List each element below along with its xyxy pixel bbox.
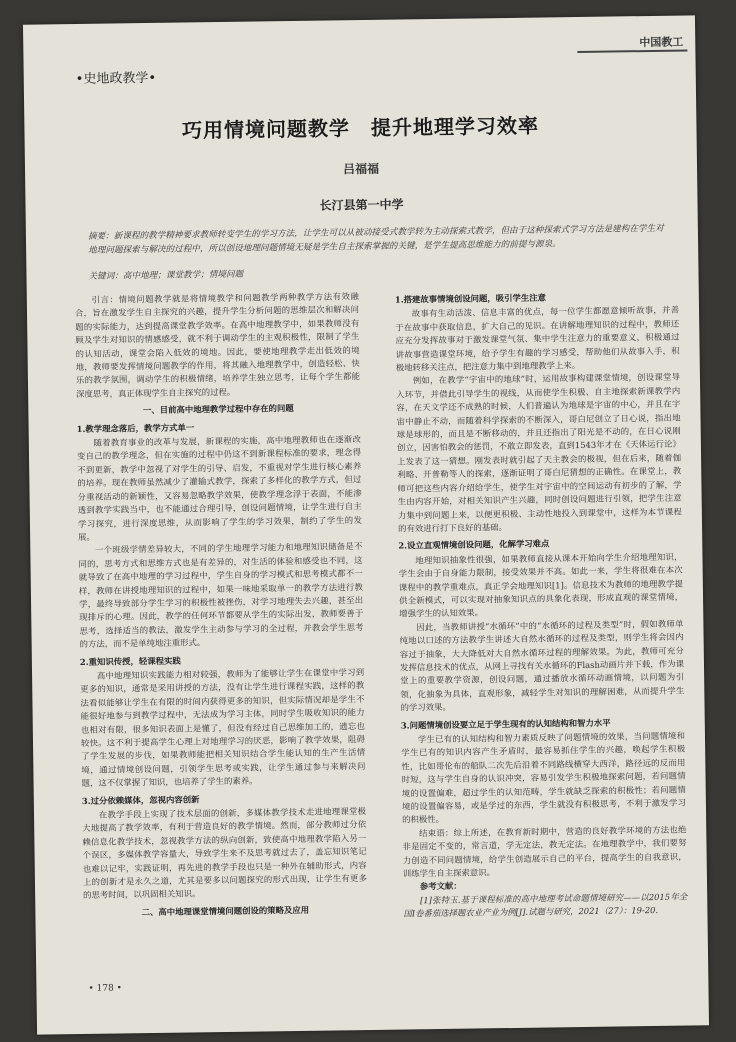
section-heading: 二、高中地理课堂情境问题创设的策略及应用 xyxy=(141,904,310,918)
body-paragraph: 地理知识抽象性很强，如果教师直接从课本开始向学生介绍地理知识，学生会由于自身能力限制，接受效果并不高。如此一来，学生将很难在本次课程中的教学重难点，真正学会地理知识[1]。信息技术为教师的地理教学提供全新模式，可以实现对抽象知识点的具象化表现，形成直观的课堂情境，增强学生的认知效果。 xyxy=(398,551,684,619)
body-paragraph: 结束语：综上所述，在教育新时期中，营造的良好教学环境的方法也绝非是固定不变的，常言道，学无定法，教无定法。在地理教学中，我们要努力创造不同问题情境，给学生创造展示自己的平台，提高学生的自我意识，训练学生自主探索意识。 xyxy=(402,824,687,879)
body-paragraph: 引言：情境问题教学就是将情境教学和问题教学两种教学方法有效融合，旨在激发学生自主探究的兴趣，提升学生分析问题的思维层次和解决问题的实际能力，达到提高课堂教学效率。在高中地理教学中，如果教师没有顾及学生对知识的情感感受，就不利于调动学生的主观积极性，限制了学生的认知活动，课堂会陷入低效的境地。因此，要使地理教学走出低效的境地，教师要发挥情境问题教学的作用，将其融入地理教学中，创造轻松、快乐的教学氛围，调动学生的积极情绪，培养学生独立思考，让每个学生都能深度思考，真正体现学生自主探究的过程。 xyxy=(74,291,360,399)
reference-item: [1]张特玉.基于课程标准的高中地理考试命题情境研究——以2015年全国Ⅰ卷番茄选择题农业产业为例[J].试题与研究，2021（27）：19-20. xyxy=(403,891,688,919)
section-heading: 1.教学理念落后，教学方式单一 xyxy=(76,422,195,434)
body-paragraph: 高中地理知识实践能力相对较强，教师为了能够让学生在课堂中学习到更多的知识，通常是采用讲授的方法，没有让学生进行课程实践，这样的教法看似能够让学生在有限的时间内获得更多的知识，但实际情况却是学生不能很好地参与到教学过程中，无法成为学习主体，同时学生吸收知识的能力也相对有限，很多知识表面上是懂了，但没有经过自己思维加工的，遗忘也较快。这不利于提高学生心理上对地理学习的厌恶，影响了教学效果，阻碍了学生发展的步伐，如果教师能把相关知识结合学生能认知的生产生活情境，通过情境创设问题，引领学生思考或实践，让学生通过参与来解决问题，这不仅掌握了知识，也培养了学生的素养。 xyxy=(80,667,366,789)
body-paragraph: 故事有生动活泼、信息丰富的优点，每一位学生都愿意倾听故事，并善于在故事中获取信息，扩大自己的见识。在讲解地理知识的过程中，教师还应充分发挥故事对于激发课堂气氛、集中学生注意力的重要意义，积极通过讲故事营造课堂环境，给予学生有趣的学习感受，帮助他们从故事入手，积极地转移关注点，把注意力集中到地理教学上来。 xyxy=(395,305,680,373)
body-paragraph: 学生已有的认知结构和智力素质反映了问题情境的效果，当问题情境和学生已有的知识内容产生矛盾时，最容易抓住学生的兴趣，唤起学生积极性，比如哥伦布的船队二次先后沿着不同路线横穿大西洋，路径远的反而用时短，这与学生自身的认识冲突，容易引发学生积极地探索问题，若问题情境的设置偏难，超过学生的认知范畴，学生就缺乏探索的积极性；若问题情境的设置偏容易，或是学过的东西，学生就没有积极思考，不利于激发学习的积极性。 xyxy=(401,730,686,825)
references-heading: 参考文献： xyxy=(419,881,462,892)
right-text-column xyxy=(395,286,688,922)
author-affiliation: 长汀县第一中学 xyxy=(319,197,404,213)
journal-page xyxy=(23,15,709,1034)
body-paragraph: 随着教育事业的改革与发展，新课程的实施，高中地理教师也在逐渐改变自己的教学理念，但在实施的过程中仍这不到新课程标准的要求，理念得不到更新，教学中忽视了对学生的引导、启发，不重视对学生进行核心素养的培养。现在教师虽然减少了灌输式教学，探索了多样化的教学方式，但过分重视活动的新颖性，又容易忽略教学效果，使教学理念浮于表面，不能渗透到教学实践当中，也不能通过合理引导，创设问题情境，让学生进行自主学习探究，进行深度思维，从而影响了学生的学习效果，制约了学生的发展。 xyxy=(76,434,362,542)
article-title: 巧用情境问题教学 提升地理学习效率 xyxy=(181,113,540,143)
section-heading: 一、目前高中地理教学过程中存在的问题 xyxy=(142,403,294,416)
body-paragraph: 一个班级学情差异较大，不同的学生地理学习能力和地理知识储备是不同的，思考方式和思维方式也是有差异的，对生活的体验和感受也不同，这就导致了在高中地理的学习过程中，学生自身的学习模式和思考模式都不一样，教师在讲授地理知识的过程中，如果一味地采取单一的教学方法进行教学，最终导致部分学生学习的积极性被挫伤，对学习地理失去兴趣，甚至出现排斥的心理。因此，教学的任何环节都要从学生的实际出发，教师要善于思考，选择适当的教法，激发学生主动参与学习的全过程，并教会学生思考的方法，而不是单纯地注重形式。 xyxy=(78,541,364,650)
section-heading: 2.重知识传授，轻课程实践 xyxy=(79,655,181,667)
section-heading: 2.设立直观情境创设问题，化解学习难点 xyxy=(398,538,550,551)
body-paragraph: 例如，在教学“宇宙中的地球”时，运用故事构建课堂情境，创设课堂导入环节，并借此引导学生的视线，从而使学生积极、自主地探索新课教学内容，在天文学还不成熟的时候，人们普遍认为地球是宇宙的中心，并且在宇宙中静止不动，而随着科学探索的不断深入，哥白尼创立了日心说，指出地球是球形的，而且是不断移动的，并且还指出了阳光是不动的，在日心说刚创立，因害怕教会的惩罚，不敢立即发表，直到1543年才在《天体运行论》上发表了这一猜想。刚发表时就引起了天主教会的极视，但在后来，随着伽利略、开普勒等人的探索，逐渐证明了哥白尼猜想的正确性。在课堂上，教师可把这些内容介绍给学生，使学生对宇宙中的空间运动有初步的了解，学生由内容开始，对相关知识产生兴趣，同时创设问题进行引领，把学生注意力集中到问题上来，以便更积极、主动性地投入到课堂中，这样为本节课程的有效进行打下良好的基础。 xyxy=(396,372,682,534)
brand-rule xyxy=(577,49,687,53)
page-number: • 178 • xyxy=(88,983,123,994)
article-author: 吕福福 xyxy=(342,161,380,177)
section-heading: 3.问题情境创设要立足于学生现有的认知结构和智力水平 xyxy=(400,717,611,731)
keywords: 关键词：高中地理；课堂教学；情境问题 xyxy=(88,269,244,282)
body-paragraph: 在教学手段上实现了技术层面的创新，多媒体教学技术走进地理课堂极大地提高了教学效率，有利于营造良好的教学情境。然而，部分教师过分依赖信息化教学技术，忽视教学方法的纵向创新，致使高中地理教学陷入另一个误区，多媒体教学容量大，导致学生来不及思考就过去了，盖忘知识笔记也难以记牢，实践证明，再先进的教学手段也只是一种外在辅助形式，内容上的创新才是永久之道，尤其是要多以问题探究的形式出现，让学生有更多的思考时间，以巩固相关知识。 xyxy=(82,806,367,901)
body-paragraph: 因此，当教师讲授“水循环”中的“水循环的过程及类型”时，假如教师单纯地以口述的方法教学生讲述大自然水循环的过程及类型，则学生将会因内容过于抽象，大大降低对大自然水循环过程的理解效果。为此，教师可充分发挥信息技术的优点，从网上寻找有关水循环的Flash动画片并下载，作为课堂上的重要教学资源，创设问题，通过播放水循环动画情境，以问题为引领，化抽象为具体，直观形象，减轻学生对知识的理解困难，从而提升学生的学习效果。 xyxy=(399,618,685,713)
section-heading: 3.过分依赖媒体，忽视内容创新 xyxy=(81,793,200,806)
abstract: 摘要：新课程的教学精神要求教师转变学生的学习方法，让学生可以从被动接受式教学转为主动探索式教学，但由于这种探索式学习方法是建构在学生对地理问题探索与解决的过程中，所以创设地理问题情境无疑是学生自主探索掌握的关键，是学生提高思维能力的前提与源泉。 xyxy=(87,223,664,256)
journal-brand: 中国教工 xyxy=(639,35,684,50)
left-text-column xyxy=(75,290,368,921)
section-heading: 1.搭建故事情境创设问题，吸引学生注意 xyxy=(394,292,547,305)
column-header: •史地政教学• xyxy=(75,70,157,88)
